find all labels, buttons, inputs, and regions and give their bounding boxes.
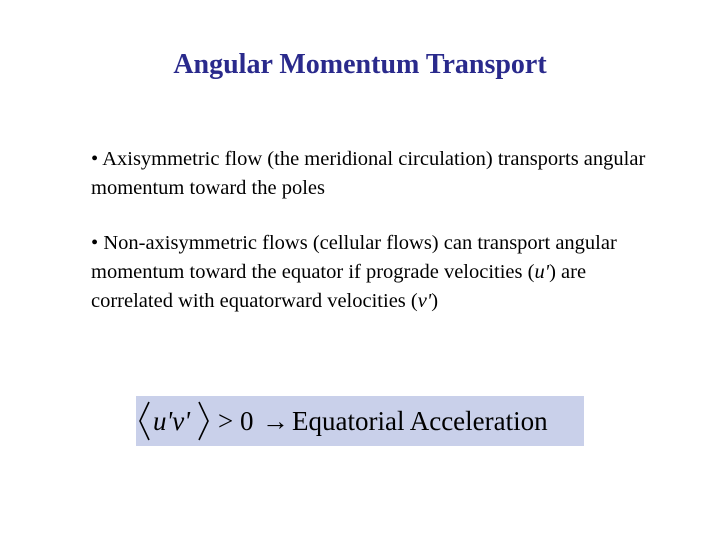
- bullet-non-axisymmetric: [91, 229, 651, 316]
- bullet-text-middle: ) are correlated with equatorward velocities (: [91, 261, 587, 312]
- bullet-marker: •: [91, 148, 99, 170]
- equation-result: Equatorial Acceleration: [292, 406, 548, 436]
- variable-u-prime: u': [534, 261, 550, 283]
- equation-expression: u'v': [153, 406, 191, 436]
- slide-title: Angular Momentum Transport: [173, 49, 547, 80]
- bullet-marker: •: [91, 232, 99, 254]
- arrow-icon: →: [262, 406, 289, 436]
- bullet-text: Axisymmetric flow (the meridional circulation) transports angular momentum toward the poles: [91, 148, 646, 199]
- bullet-text-before: Non-axisymmetric flows (cellular flows) can transport angular momentum toward the equator if prograde velocities (: [91, 232, 617, 283]
- equation-box: [136, 396, 584, 446]
- equation-relation: > 0: [218, 406, 254, 436]
- variable-v-prime: v': [417, 290, 432, 312]
- bullet-text-after: ): [431, 290, 439, 312]
- bullet-axisymmetric: [91, 145, 651, 203]
